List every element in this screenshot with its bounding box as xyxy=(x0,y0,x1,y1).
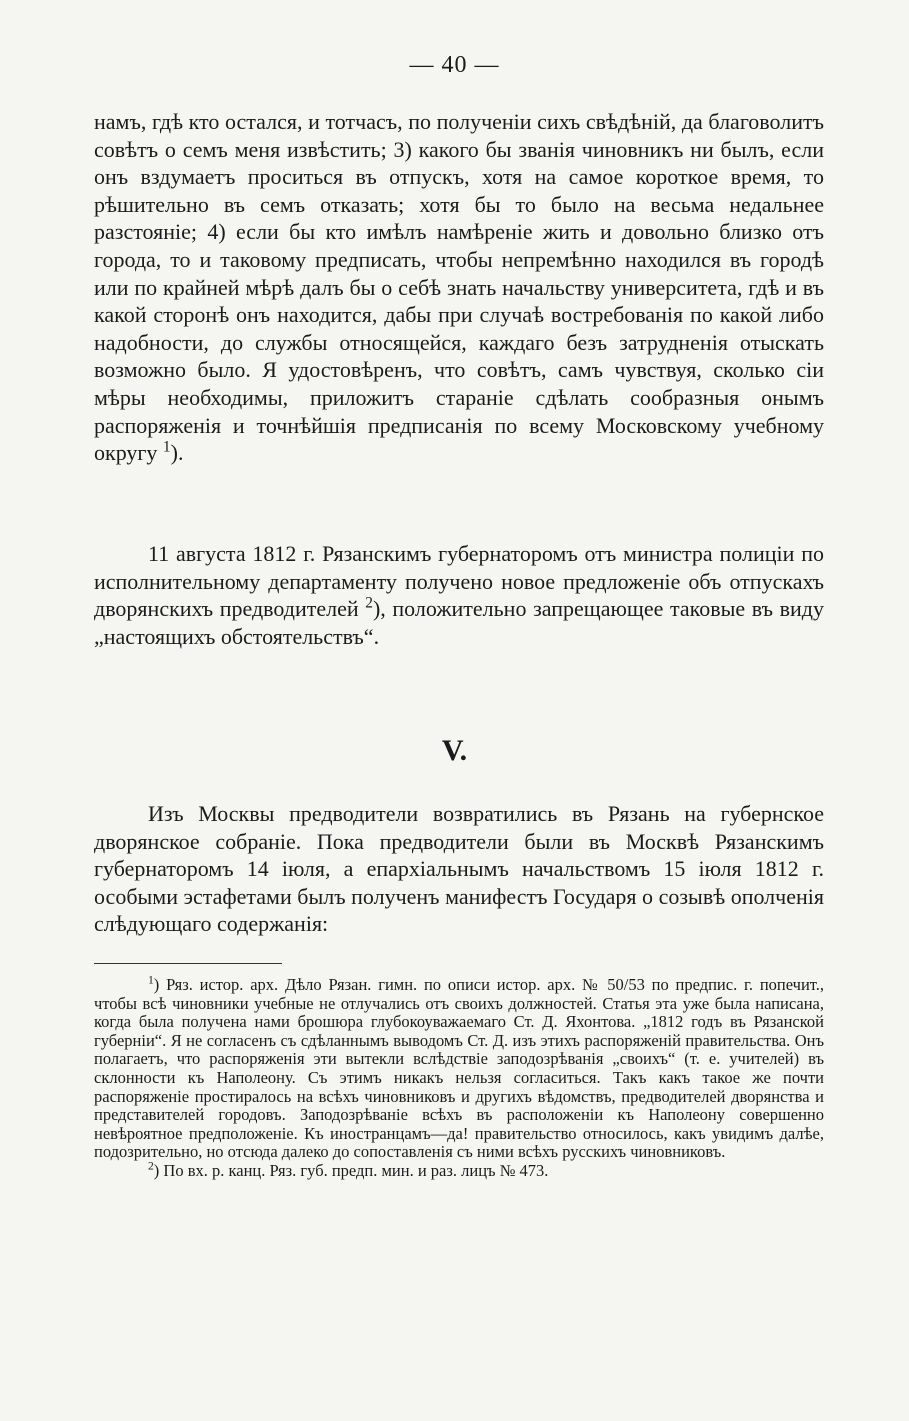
paragraph-text-end: ). xyxy=(170,440,184,466)
section-heading: V. xyxy=(441,734,468,767)
footnote-reference: 1 xyxy=(162,438,171,456)
footnote-2 xyxy=(94,1162,824,1181)
paragraph-august-11 xyxy=(94,540,824,650)
paragraph-continuation xyxy=(94,108,824,467)
footnote-marker: 1 xyxy=(148,974,154,987)
footnote-text: ) По вх. р. канц. Ряз. губ. предп. мин. и раз. лицъ № 473. xyxy=(153,1160,549,1180)
footnote-marker: 2 xyxy=(148,1160,154,1173)
paragraph-section-v xyxy=(94,800,824,938)
paragraph-text-end: ), положительно запрещающее таковые въ виду „настоящихъ обстоятельствъ“. xyxy=(94,596,824,649)
footnote-1 xyxy=(94,976,824,1162)
page-number: — 40 — xyxy=(409,52,500,78)
footnotes xyxy=(94,976,824,1181)
footnote-divider xyxy=(94,963,282,964)
footnote-reference: 2 xyxy=(365,594,373,612)
paragraph-text: намъ, гдѣ кто остался, и тотчасъ, по полученіи сихъ свѣдѣній, да благоволитъ совѣтъ о семъ меня извѣстить; 3) какого бы званія чиновникъ ни былъ, если онъ вздумаетъ проситься въ отпускъ, хотя на самое короткое время, то рѣшительно въ семъ отказать; хотя бы то было на весьма недальнее разстояніе; 4) если бы кто имѣлъ намѣреніе жить и довольно близко отъ города, то и таковому предписать, чтобы непремѣнно находился въ городѣ или по крайней мѣрѣ далъ бы о себѣ знать начальству университета, гдѣ и въ какой сторонѣ онъ находится, дабы при случаѣ востребованія по какой либо надобности, до службы относящейся, каждаго безъ затрудненія отыскать возможно было. Я удостовѣренъ, что совѣтъ, самъ чувствуя, сколько сіи мѣры необходимы, приложитъ стараніе сдѣлать сообразныя онымъ распоряженія и точнѣйшія предписанія по всему Московскому учебному округу xyxy=(94,109,824,466)
paragraph-text: 11 августа 1812 г. Рязанскимъ губернаторомъ отъ министра полиціи по исполнительному департаменту получено новое предложеніе объ отпускахъ дворянскихъ предводителей xyxy=(94,541,824,622)
paragraph-text: Изъ Москвы предводители возвратились въ Рязань на губернское дворянское собраніе. Пока предводители были въ Москвѣ Рязанскимъ губернаторомъ 14 іюля, а епархіальнымъ начальствомъ 15 іюля 1812 г. особыми эстафетами былъ полученъ манифестъ Государя о созывѣ ополченія слѣдующаго содержанія: xyxy=(94,801,824,937)
footnote-text: ) Ряз. истор. арх. Дѣло Рязан. гимн. по описи истор. арх. № 50/53 по предпис. г. попечит., чтобы всѣ чиновники учебные не отлучались отъ своихъ должностей. Статья эта уже была написана, когда была получена нами брошюра глубокоуважаемаго Ст. Д. Яхонтова. „1812 годъ въ Рязанской губерніи“. Я не согласенъ съ сдѣланнымъ выводомъ Ст. Д. изъ этихъ распоряженій правительства. Онъ полагаетъ, что распоряженія эти вытекли вслѣдствіе заподозрѣванія „своихъ“ (т. е. учителей) въ склонности къ Наполеону. Съ этимъ никакъ нельзя согласиться. Такъ какъ такое же почти распоряженіе простиралось на всѣхъ чиновниковъ и другихъ вѣдомствъ, предводителей дворянства и представителей городовъ. Заподозрѣваніе всѣхъ въ расположеніи къ Наполеону совершенно невѣроятное предположеніе. Къ иностранцамъ—да! правительство относилось, какъ увидимъ далѣе, подозрительно, но отсюда далеко до сопоставленія съ ними всѣхъ русскихъ чиновниковъ. xyxy=(94,975,824,1162)
